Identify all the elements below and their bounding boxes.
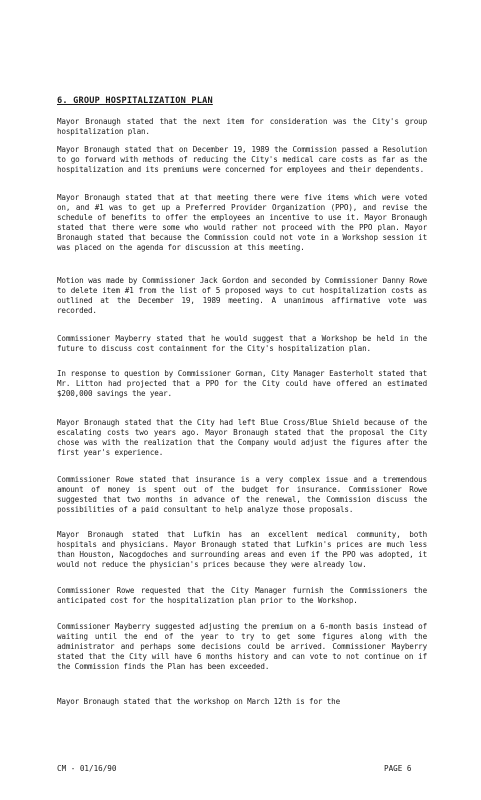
paragraph-10: Commissioner Rowe requested that the City Manager furnish the Commissioners the anticipated cost for the hospitalization plan prior to the Workshop. (57, 586, 427, 605)
paragraph-12: Mayor Bronaugh stated that the workshop on March 12th is for the (57, 697, 340, 706)
paragraph-1: Mayor Bronaugh stated that the next item for consideration was the City's group hospitalization plan. (57, 117, 427, 136)
paragraph-9: Mayor Bronaugh stated that Lufkin has an excellent medical community, both hospitals and physicians. Mayor Bronaugh stated that Lufkin's prices are much less than Houston, Nacogdoches and surrounding areas and even if the PPO was adopted, it would not reduce the physician's prices because they were already low. (57, 530, 427, 569)
section-heading: 6. GROUP HOSPITALIZATION PLAN (57, 96, 213, 106)
paragraph-6: In response to question by Commissioner Gorman, City Manager Easterholt stated that Mr. Litton had projected that a PPO for the City could have offered an estimated $200,000 savings the year. (57, 369, 427, 398)
paragraph-5: Commissioner Mayberry stated that he would suggest that a Workshop be held in the future to discuss cost containment for the City's hospitalization plan. (57, 334, 427, 353)
footer-date: CM - 01/16/90 (57, 764, 117, 773)
paragraph-8: Commissioner Rowe stated that insurance is a very complex issue and a tremendous amount of money is spent out of the budget for insurance. Commissioner Rowe suggested that two months in advance of the renewal, the Commission discuss the possibilities of a paid consultant to help analyze those proposals. (57, 475, 427, 514)
paragraph-3: Mayor Bronaugh stated that at that meeting there were five items which were voted on, and #1 was to get up a Preferred Provider Organization (PPO), and revise the schedule of benefits to offer the employees an incentive to use it. Mayor Bronaugh stated that there were some who would rather not proceed with the PPO plan. Mayor Bronaugh stated that because the Commission could not vote in a Workshop session it was placed on the agenda for discussion at this meeting. (57, 193, 427, 252)
paragraph-4: Motion was made by Commissioner Jack Gordon and seconded by Commissioner Danny Rowe to delete item #1 from the list of 5 proposed ways to cut hospitalization costs as outlined at the December 19, 1989 meeting. A unanimous affirmative vote was recorded. (57, 276, 427, 315)
paragraph-11: Commissioner Mayberry suggested adjusting the premium on a 6-month basis instead of waiting until the end of the year to try to get some figures along with the administrator and perhaps some decisions could be arrived. Commissioner Mayberry stated that the City will have 6 months history and can vote to not continue on if the Commission finds the Plan has been exceeded. (57, 622, 427, 671)
paragraph-2: Mayor Bronaugh stated that on December 19, 1989 the Commission passed a Resolution to go forward with methods of reducing the City's medical care costs as far as the hospitalization and its premiums were concerned for employees and their dependents. (57, 145, 427, 174)
paragraph-7: Mayor Bronaugh stated that the City had left Blue Cross/Blue Shield because of the escalating costs two years ago. Mayor Bronaugh stated that the proposal the City chose was with the realization that the Company would adjust the figures after the first year's experience. (57, 418, 427, 457)
footer-page-number: PAGE 6 (384, 764, 412, 773)
